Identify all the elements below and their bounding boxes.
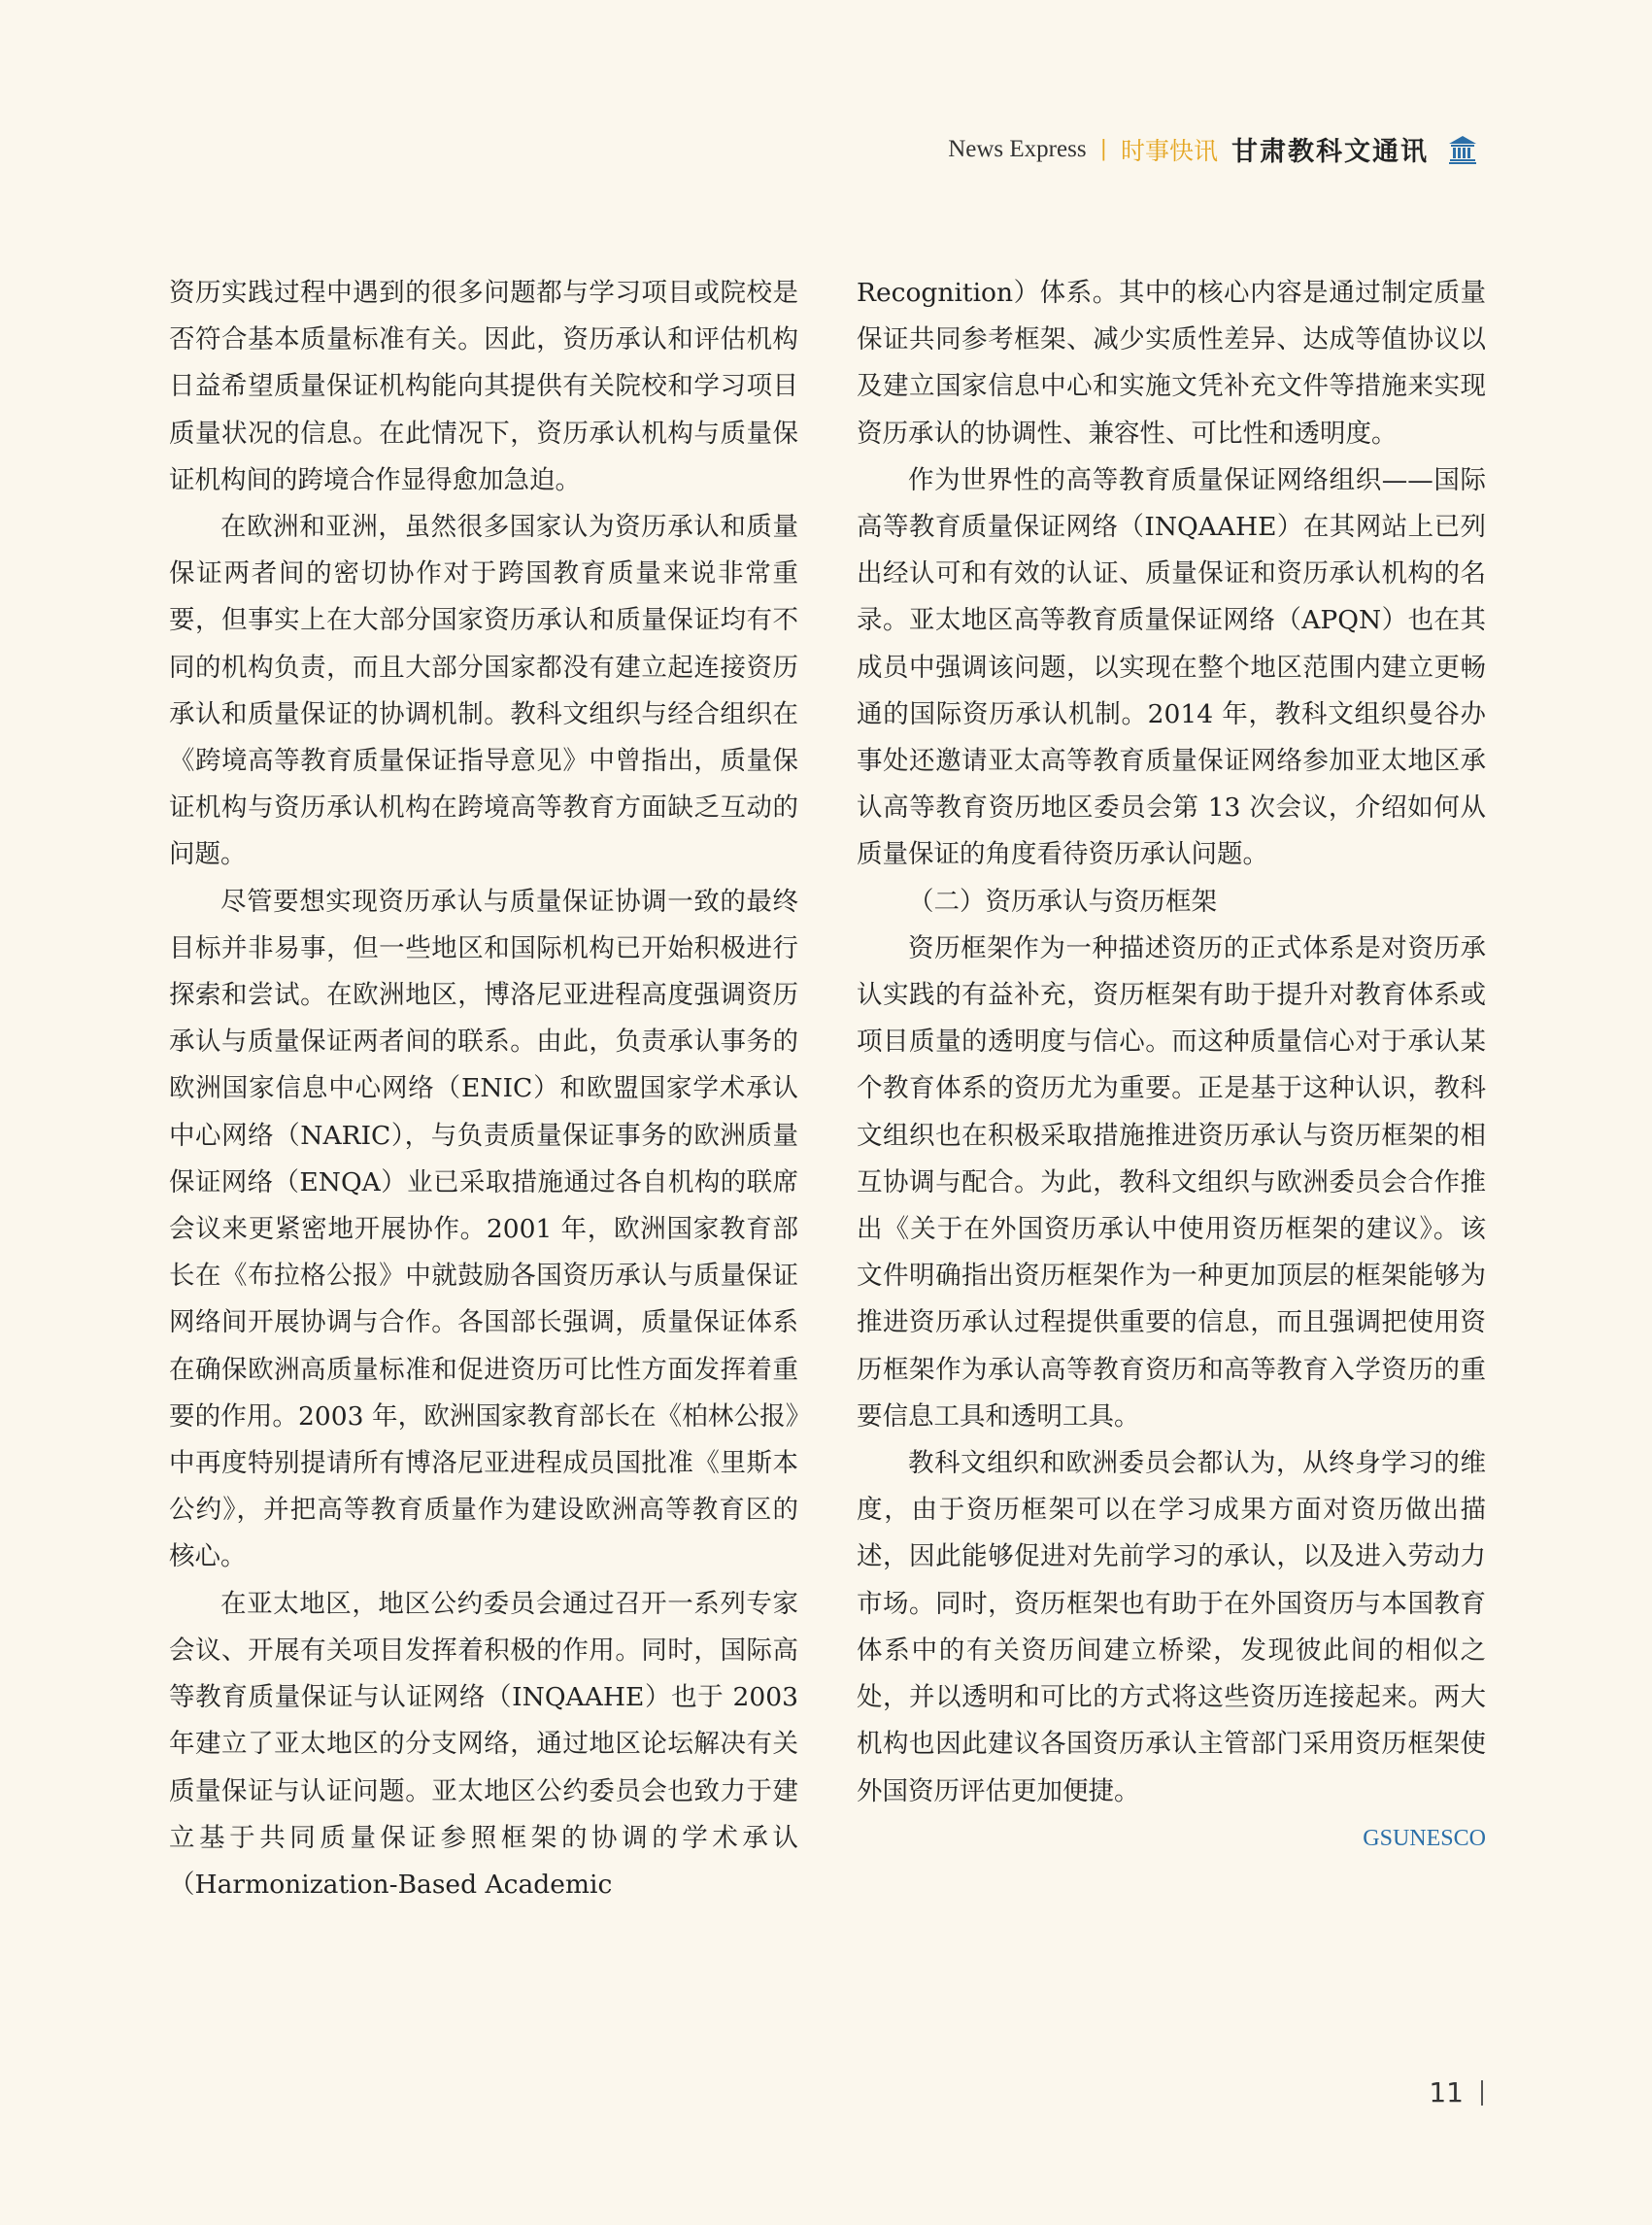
page-footer — [1429, 2076, 1483, 2108]
section-subheading: （二）资历承认与资历框架 — [908, 886, 1217, 917]
page-number: 11 — [1429, 2076, 1464, 2108]
paragraph: 作为世界性的高等教育质量保证网络组织——国际高等教育质量保证网络（INQAAHE）在其网站上已列出经认可和有效的认证、质量保证和资历承认机构的名录。亚太地区高等教育质量保证网络（APQN）也在其成员中强调该问题，以实现在整个地区范围内建立更畅通的国际资历承认机制。2014 年，教科文组织曼谷办事处还邀请亚太高等教育质量保证网络参加亚太地区承认高等教育资历地区委员会第 13 次会议，介绍如何从质量保证的角度看待资历承认问题。 — [857, 464, 1486, 870]
paragraph: 在亚太地区，地区公约委员会通过召开一系列专家会议、开展有关项目发挥着积极的作用。同时，国际高等教育质量保证与认证网络（INQAAHE）也于 2003 年建立了亚太地区的分支网络，通过地区论坛解决有关质量保证与认证问题。亚太地区公约委员会也致力于建立基于共同质量保证参照框架的协调的学术承认（Harmonization-Based Academic — [169, 1588, 798, 1900]
paragraph: 尽管要想实现资历承认与质量保证协调一致的最终目标并非易事，但一些地区和国际机构已开始积极进行探索和尝试。在欧洲地区，博洛尼亚进程高度强调资历承认与质量保证两者间的联系。由此，负责承认事务的欧洲国家信息中心网络（ENIC）和欧盟国家学术承认中心网络（NARIC），与负责质量保证事务的欧洲质量保证网络（ENQA）业已采取措施通过各自机构的联席会议来更紧密地开展协作。2001 年，欧洲国家教育部长在《布拉格公报》中就鼓励各国资历承认与质量保证网络间开展协调与合作。各国部长强调，质量保证体系在确保欧洲高质量标准和促进资历可比性方面发挥着重要的作用。2003 年，欧洲国家教育部长在《柏林公报》中再度特别提请所有博洛尼亚进程成员国批准《里斯本公约》，并把高等教育质量作为建设欧洲高等教育区的核心。 — [169, 886, 798, 1572]
right-column — [857, 270, 1486, 1908]
header-english-title: News Express — [948, 135, 1087, 162]
unesco-temple-icon — [1446, 133, 1479, 166]
header-section-title: 时事快讯 — [1120, 136, 1218, 165]
paragraph: 资历框架作为一种描述资历的正式体系是对资历承认实践的有益补充，资历框架有助于提升对教育体系或项目质量的透明度与信心。而这种质量信心对于承认某个教育体系的资历尤为重要。正是基于这种认识，教科文组织也在积极采取措施推进资历承认与资历框架的相互协调与配合。为此，教科文组织与欧洲委员会合作推出《关于在外国资历承认中使用资历框架的建议》。该文件明确指出资历框架作为一种更加顶层的框架能够为推进资历承认过程提供重要的信息，而且强调把使用资历框架作为承认高等教育资历和高等教育入学资历的重要信息工具和透明工具。 — [857, 932, 1486, 1432]
header-separator: | — [1099, 137, 1107, 161]
running-header — [948, 130, 1479, 168]
source-signature: GSUNESCO — [1363, 1825, 1486, 1851]
header-brand: 甘肃教科文通讯 — [1231, 137, 1429, 167]
left-column — [169, 270, 798, 1908]
paragraph: 在欧洲和亚洲，虽然很多国家认为资历承认和质量保证两者间的密切协作对于跨国教育质量来说非常重要，但事实上在大部分国家资历承认和质量保证均有不同的机构负责，而且大部分国家都没有建立起连接资历承认和质量保证的协调机制。教科文组织与经合组织在《跨境高等教育质量保证指导意见》中曾指出，质量保证机构与资历承认机构在跨境高等教育方面缺乏互动的问题。 — [169, 512, 798, 870]
footer-divider — [1481, 2080, 1483, 2106]
paragraph: 教科文组织和欧洲委员会都认为，从终身学习的维度，由于资历框架可以在学习成果方面对资历做出描述，因此能够促进对先前学习的承认，以及进入劳动力市场。同时，资历框架也有助于在外国资历与本国教育体系中的有关资历间建立桥梁，发现彼此间的相似之处，并以透明和可比的方式将这些资历连接起来。两大机构也因此建议各国资历承认主管部门采用资历框架使外国资历评估更加便捷。 — [857, 1448, 1486, 1806]
paragraph: 资历实践过程中遇到的很多问题都与学习项目或院校是否符合基本质量标准有关。因此，资历承认和评估机构日益希望质量保证机构能向其提供有关院校和学习项目质量状况的信息。在此情况下，资历承认机构与质量保证机构间的跨境合作显得愈加急迫。 — [169, 278, 798, 495]
article-body — [169, 270, 1486, 1908]
paragraph: Recognition）体系。其中的核心内容是通过制定质量保证共同参考框架、减少实质性差异、达成等值协议以及建立国家信息中心和实施文凭补充文件等措施来实现资历承认的协调性、兼容性、可比性和透明度。 — [857, 278, 1486, 449]
